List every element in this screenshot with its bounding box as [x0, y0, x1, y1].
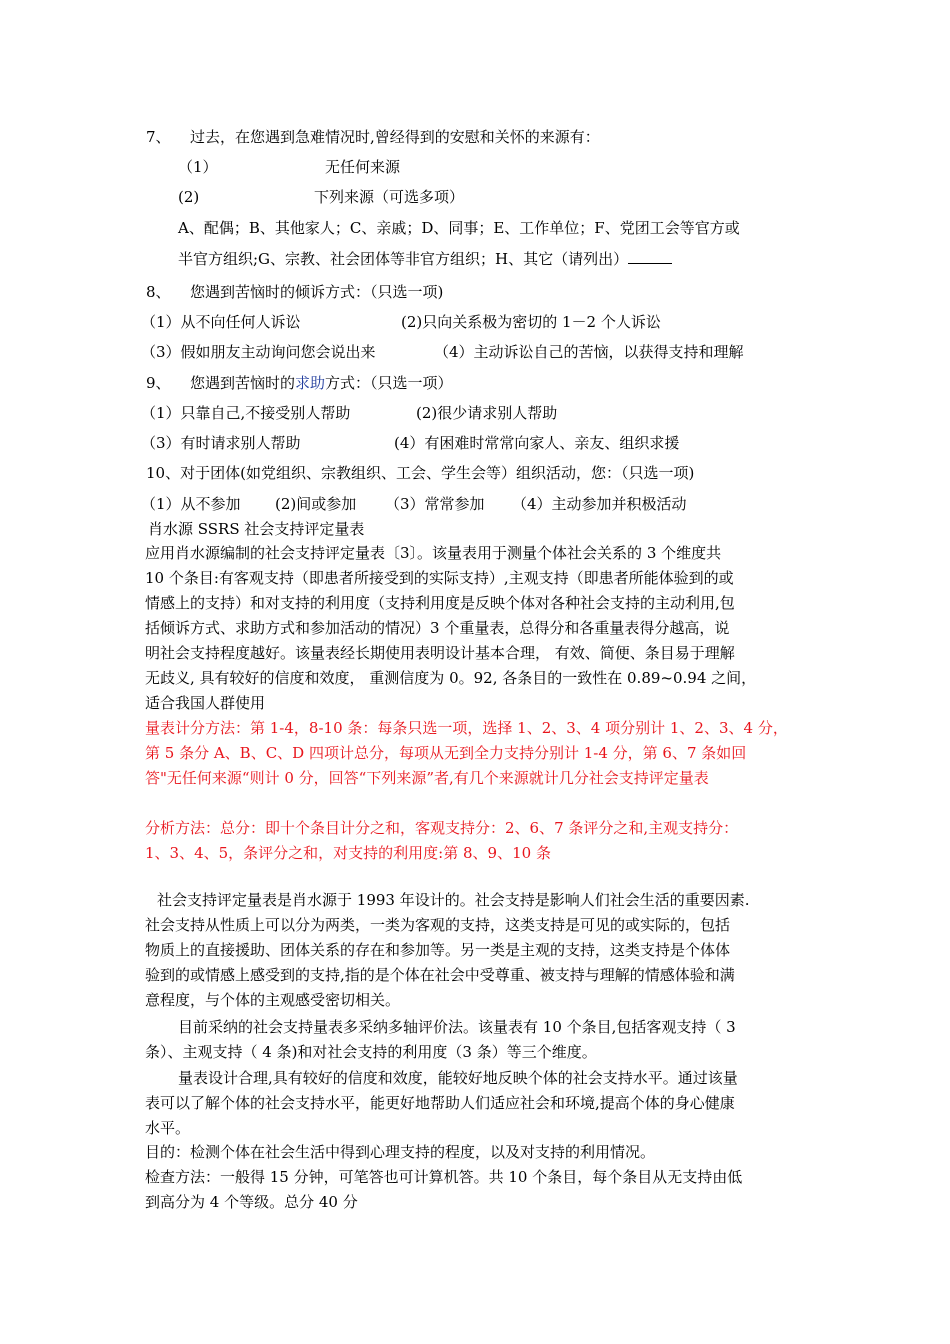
body-line: 社会支持评定量表是肖水源于 1993 年设计的。社会支持是影响人们社会生活的重要因素. [157, 891, 750, 909]
q9-opt1: （1）只靠自己,不接受别人帮助 [141, 404, 351, 422]
q9-num: 9、 [146, 374, 171, 392]
body-line: 水平。 [145, 1119, 191, 1137]
q9-opt4: (4）有困难时常常向家人、亲友、组织求援 [394, 434, 680, 452]
q9-text [190, 373, 453, 393]
answer-blank [628, 249, 672, 264]
q9-text-b: 求助 [295, 374, 326, 392]
q8-text: 您遇到苦恼时的倾诉方式：（只选一项) [190, 283, 444, 301]
body-line: 验到的或情感上感受到的支持,指的是个体在社会中受尊重、被支持与理解的情感体验和满 [145, 966, 735, 984]
intro-line: 明社会支持程度越好。该量表经长期使用表明设计基本合理， 有效、简便、条目易于理解 [145, 644, 735, 662]
body-line: 条）、主观支持（ 4 条)和对社会支持的利用度（3 条）等三个维度。 [145, 1043, 597, 1061]
q10-opt4: （4）主动参加并积极活动 [512, 495, 687, 513]
body-line: 到高分为 4 个等级。总分 40 分 [145, 1193, 358, 1211]
body-line: 物质上的直接援助、团体关系的存在和参加等。另一类是主观的支持，这类支持是个体体 [145, 941, 731, 959]
q7-sources-line2-wrap [178, 249, 672, 269]
body-line: 量表设计合理,具有较好的信度和效度，能较好地反映个体的社会支持水平。通过该量 [178, 1069, 738, 1087]
body-line: 社会支持从性质上可以分为两类，一类为客观的支持，这类支持是可见的或实际的，包括 [145, 916, 731, 934]
q10-text: 10、对于团体(如党组织、宗教组织、工会、学生会等）组织活动，您：（只选一项) [146, 464, 695, 482]
q10-opt1: （1）从不参加 [141, 495, 241, 513]
q8-opt2: (2)只向关系极为密切的 1－2 个人诉讼 [401, 313, 661, 331]
scoring-line: 第 5 条分 A、B、C、D 四项计总分，每项从无到全力支持分别计 1-4 分，第 6、7 条如回 [145, 744, 747, 762]
q7-opt2-num: (2) [178, 188, 200, 206]
q8-opt4: （4）主动诉讼自己的苦恼，以获得支持和理解 [434, 343, 744, 361]
scoring-line: 量表计分方法：第 1-4，8-10 条：每条只选一项，选择 1、2、3、4 项分别计 1、2、3、4 分， [145, 719, 788, 737]
q7-opt1-text: 无任何来源 [325, 158, 401, 176]
analysis-line: 分析方法：总分：即十个条目计分之和，客观支持分：2、6、7 条评分之和,主观支持分： [145, 819, 739, 837]
intro-line: 应用肖水源编制的社会支持评定量表〔3〕。该量表用于测量个体社会关系的 3 个维度共 [145, 544, 722, 562]
q9-opt2: (2)很少请求别人帮助 [416, 404, 558, 422]
q9-text-a: 您遇到苦恼时的 [190, 374, 296, 392]
q10-opt2: (2)间或参加 [275, 495, 357, 513]
q9-text-c: 方式：（只选一项） [325, 374, 453, 392]
q7-opt2-text: 下列来源（可选多项） [314, 188, 465, 206]
intro-line: 适合我国人群使用 [145, 694, 266, 712]
q7-opt1-num: （1） [178, 158, 218, 176]
q7-num: 7、 [146, 128, 171, 146]
q8-opt1: （1）从不向任何人诉讼 [141, 313, 301, 331]
q7-sources-line2: 半官方组织;G、宗教、社会团体等非官方组织；H、其它（请列出） [178, 250, 629, 268]
body-line: 目前采纳的社会支持量表多采纳多轴评价法。该量表有 10 个条目,包括客观支持（ 3 [178, 1018, 736, 1036]
body-line: 目的：检测个体在社会生活中得到心理支持的程度，以及对支持的利用情况。 [145, 1143, 656, 1161]
intro-line: 无歧义, 具有较好的信度和效度， 重测信度为 0。92, 各条目的一致性在 0.89~0.94 之间， [145, 669, 757, 687]
q7-sources-line1: A、配偶；B、其他家人；C、亲戚；D、同事；E、工作单位；F、党团工会等官方或 [178, 219, 740, 237]
intro-line: 10 个条目:有客观支持（即患者所接受到的实际支持）,主观支持（即患者所能体验到的或 [145, 569, 734, 587]
body-line: 表可以了解个体的社会支持水平，能更好地帮助人们适应社会和环境,提高个体的身心健康 [145, 1094, 735, 1112]
scoring-line: 答"无任何来源“则计 0 分，回答“下列来源”者,有几个来源就计几分社会支持评定量表 [145, 769, 709, 787]
scale-heading: 肖水源 SSRS 社会支持评定量表 [148, 520, 365, 538]
intro-line: 括倾诉方式、求助方式和参加活动的情况）3 个重量表，总得分和各重量表得分越高，说 [145, 619, 730, 637]
body-line: 意程度，与个体的主观感受密切相关。 [145, 991, 401, 1009]
q7-text: 过去，在您遇到急难情况时,曾经得到的安慰和关怀的来源有： [190, 128, 600, 146]
body-line: 检查方法：一般得 15 分钟，可笔答也可计算机答。共 10 个条目，每个条目从无支持由低 [145, 1168, 743, 1186]
q10-opt3: （3）常常参加 [385, 495, 485, 513]
q9-opt3: （3）有时请求别人帮助 [141, 434, 301, 452]
q8-num: 8、 [146, 283, 171, 301]
analysis-line: 1、3、4、5，条评分之和，对支持的利用度:第 8、9、10 条 [145, 844, 551, 862]
intro-line: 情感上的支持）和对支持的利用度（支持利用度是反映个体对各种社会支持的主动利用,包 [145, 594, 735, 612]
q8-opt3: （3）假如朋友主动询问您会说出来 [141, 343, 376, 361]
